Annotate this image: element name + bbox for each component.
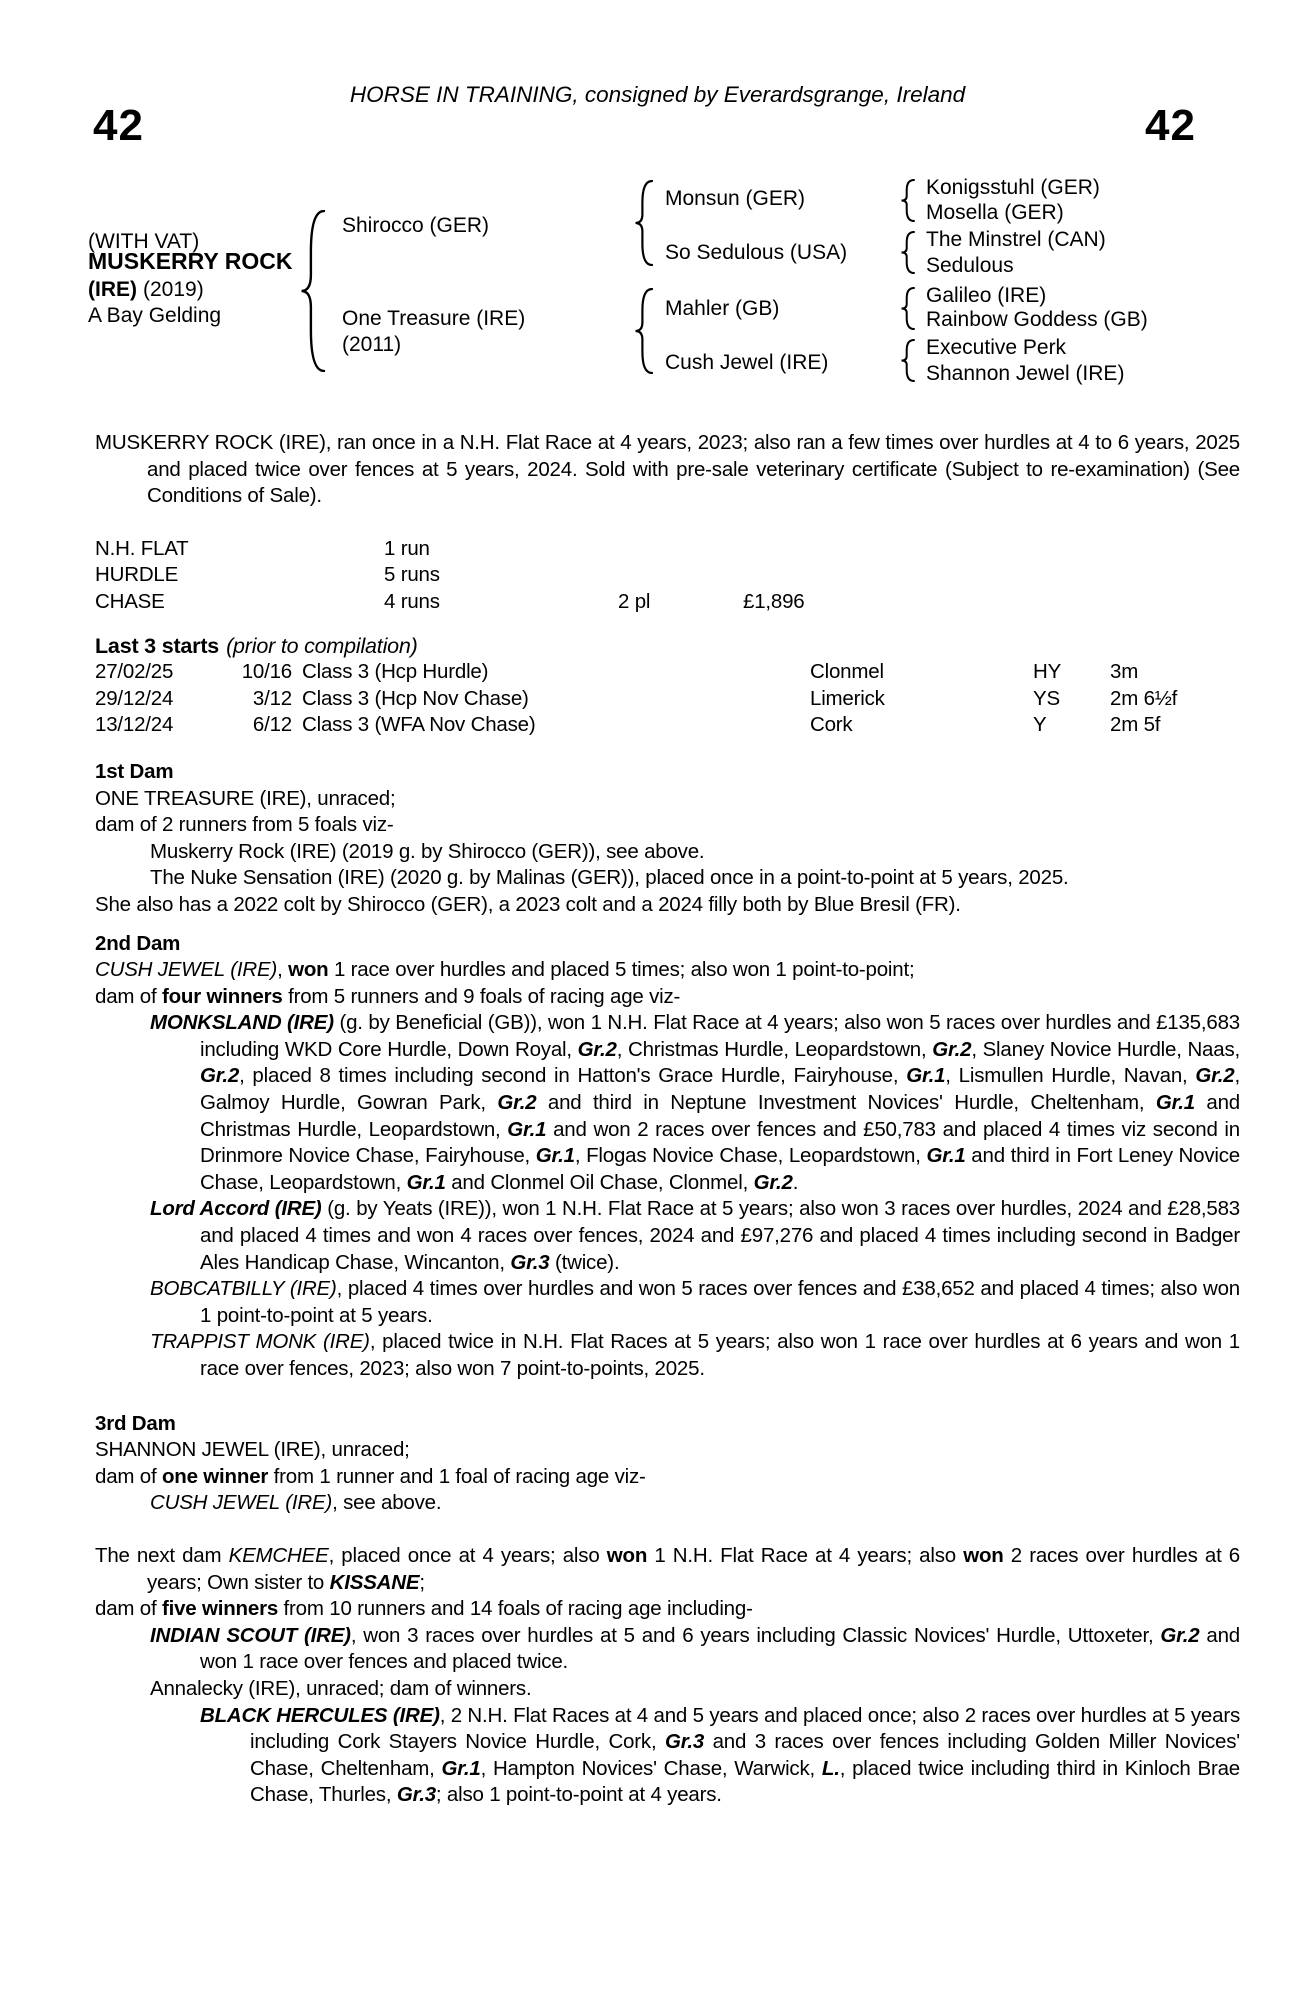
text-segment: BOBCATBILLY (IRE) [150, 1277, 337, 1301]
text-segment: and Clonmel Oil Chase, Clonmel, [445, 1170, 754, 1194]
text-segment: dam of 2 runners from 5 foals viz- [95, 813, 394, 837]
start-venue: Limerick [810, 686, 885, 710]
start-race: Class 3 (Hcp Hurdle) [302, 660, 489, 684]
text-segment: 1 N.H. Flat Race at 4 years; also [647, 1543, 964, 1567]
text-segment: , placed twice in N.H. Flat Races at 5 years; also won 1 race over hurdles at 6 years and won 1 race over fences, 2023; also won 7 point-to-points, 2025. [200, 1330, 1241, 1380]
pedigree-dam-year: (2011) [342, 333, 402, 356]
start-position: 3/12 [252, 686, 292, 710]
text-segment: The Nuke Sensation (IRE) (2020 g. by Malinas (GER)), placed once in a point-to-point at 5 years, 2025. [150, 866, 1069, 890]
text-segment: Gr.2 [753, 1170, 793, 1194]
record-category: N.H. FLAT [95, 536, 189, 560]
text-segment: Gr.2 [932, 1037, 972, 1061]
text-segment: from 5 runners and 9 foals of racing age viz- [282, 984, 681, 1008]
text-segment: won [606, 1543, 648, 1567]
text-segment: Gr.1 [441, 1756, 481, 1780]
text-segment: Annalecky (IRE), unraced; dam of winners. [150, 1676, 532, 1700]
text-segment: ; [419, 1570, 425, 1594]
text-segment: ONE TREASURE (IRE), unraced; [95, 786, 396, 810]
section-paragraph [95, 1464, 1240, 1491]
record-row [95, 562, 1240, 589]
brace-icon [634, 288, 654, 374]
last-start-row [95, 712, 1240, 739]
text-segment: Lord Accord (IRE) [150, 1197, 322, 1221]
record-row [95, 536, 1240, 563]
text-segment: Gr.2 [1195, 1064, 1235, 1088]
start-position: 10/16 [241, 660, 292, 684]
text-segment: The next dam [95, 1543, 229, 1567]
pedigree-sire-dam: So Sedulous (USA) [665, 241, 848, 264]
section-paragraph [95, 839, 1240, 866]
start-distance: 2m 5f [1110, 713, 1161, 737]
page-content [95, 430, 1240, 1809]
pedigree-subject-year-line [88, 277, 204, 302]
start-going: YS [1033, 686, 1060, 710]
text-segment: dam of [95, 1464, 162, 1488]
brace-icon [900, 179, 916, 222]
text-segment: CUSH JEWEL (IRE) [150, 1491, 333, 1515]
section-paragraph [95, 1596, 1240, 1623]
record-earnings: £1,896 [743, 589, 805, 613]
section-paragraph [95, 812, 1240, 839]
text-segment: BLACK HERCULES (IRE) [200, 1703, 440, 1727]
brace-icon [900, 287, 916, 330]
text-segment: (twice). [549, 1250, 620, 1274]
text-segment: from 1 runner and 1 foal of racing age viz- [268, 1464, 646, 1488]
pedigree-section-dam2 [95, 931, 1240, 1383]
record-runs: 1 run [384, 536, 430, 560]
text-segment: , placed once at 4 years; also [328, 1543, 607, 1567]
main-paragraph [95, 430, 1240, 510]
text-segment: Gr.1 [906, 1064, 946, 1088]
section-paragraph [95, 1490, 1240, 1517]
race-record-table [95, 536, 1240, 616]
pedigree-subject-name: MUSKERRY ROCK [88, 248, 293, 274]
text-segment: , see above. [332, 1491, 442, 1515]
pedigree-section-dam1 [95, 759, 1240, 919]
start-position: 6/12 [252, 713, 292, 737]
pedigree-sire-sire: Monsun (GER) [665, 187, 806, 210]
text-segment: MUSKERRY ROCK (IRE), ran once in a N.H. Flat Race at 4 years, 2023; also ran a few times over hurdles at 4 to 6 years, 2025 and placed twice over fences at 5 years, 2024. Sold with pre-sale veterinary certificate (Subject to re-examination) (See Conditions of Sale). [95, 431, 1240, 508]
text-segment: , Lismullen Hurdle, Navan, [945, 1064, 1196, 1088]
record-runs: 5 runs [384, 563, 440, 587]
text-segment: , placed 4 times over hurdles and won 5 races over fences and £38,652 and placed 4 times; also won 1 point-to-point at 5 years. [200, 1277, 1240, 1327]
text-segment: , won 3 races over hurdles at 5 and 6 years including Classic Novices' Hurdle, Uttoxeter, [350, 1623, 1161, 1647]
text-segment: and Christmas Hurdle, Leopardstown, [200, 1091, 1240, 1141]
last-starts-heading-line [95, 633, 1240, 660]
record-runs: 4 runs [384, 589, 440, 613]
text-segment: , 2 N.H. Flat Races at 4 and 5 years and placed once; also 2 races over hurdles at 5 years including Cork Stayers Novice Hurdle, Cork, [250, 1703, 1240, 1754]
text-segment: dam of [95, 1597, 162, 1621]
start-distance: 2m 6½f [1110, 686, 1178, 710]
record-placings [618, 562, 743, 589]
text-segment: CUSH JEWEL (IRE) [95, 958, 278, 982]
text-segment: , Slaney Novice Hurdle, Naas, [971, 1037, 1240, 1061]
section-paragraph [95, 1623, 1240, 1676]
text-segment: , placed 8 times including second in Hatton's Grace Hurdle, Fairyhouse, [239, 1064, 907, 1088]
pedigree-subject-description: A Bay Gelding [88, 304, 222, 327]
last-starts-subheading: (prior to compilation) [226, 633, 418, 658]
text-segment: and third in Fort Leney Novice Chase, Leopardstown, [200, 1144, 1240, 1194]
pedigree-great-grandparent: Konigsstuhl (GER) [926, 176, 1100, 199]
record-placings [618, 536, 743, 563]
text-segment: , [277, 958, 289, 982]
section-paragraph [95, 1010, 1240, 1196]
pedigree-great-grandparent: Sedulous [926, 254, 1014, 277]
section-paragraph [95, 1676, 1240, 1703]
pedigree-dam-dam: Cush Jewel (IRE) [665, 351, 829, 374]
dam-sections [95, 759, 1240, 1809]
start-date: 27/02/25 [95, 660, 174, 684]
section-paragraph [95, 984, 1240, 1011]
text-segment: KISSANE [329, 1570, 420, 1594]
start-distance: 3m [1110, 660, 1139, 684]
pedigree-great-grandparent: The Minstrel (CAN) [926, 228, 1106, 251]
text-segment: Gr.2 [577, 1037, 617, 1061]
text-segment: Muskerry Rock (IRE) (2019 g. by Shirocco (GER)), see above. [150, 839, 705, 863]
text-segment: MONKSLAND (IRE) [150, 1011, 334, 1035]
text-segment: Gr.2 [497, 1091, 537, 1115]
lot-number-left: 42 [93, 101, 144, 150]
record-earnings [743, 536, 1240, 563]
section-heading: 2nd Dam [95, 931, 181, 955]
record-category: HURDLE [95, 563, 179, 587]
text-segment: , placed twice including third in Kinloch Brae Chase, Thurles, [250, 1756, 1240, 1807]
section-paragraph [95, 957, 1240, 984]
text-segment: from 10 runners and 14 foals of racing age including- [278, 1597, 753, 1621]
text-segment: won [288, 958, 329, 982]
section-heading: 3rd Dam [95, 1411, 176, 1435]
text-segment: Gr.1 [507, 1117, 547, 1141]
text-segment: won [963, 1543, 1004, 1567]
text-segment: KEMCHEE [228, 1543, 329, 1567]
text-segment: ; also 1 point-to-point at 4 years. [435, 1783, 722, 1807]
text-segment: (g. by Beneficial (GB)), won 1 N.H. Flat Race at 4 years; also won 5 races over hurdles and £135,683 including WKD Core Hurdle, Down Royal, [200, 1011, 1240, 1061]
text-segment: INDIAN SCOUT (IRE) [150, 1623, 351, 1647]
last-starts-block [95, 633, 1240, 739]
record-placings: 2 pl [618, 589, 651, 613]
description-block [95, 430, 1240, 510]
pedigree-section-nextdam [95, 1543, 1240, 1809]
text-segment: Gr.1 [406, 1170, 446, 1194]
section-paragraph [95, 1196, 1240, 1276]
start-venue: Cork [810, 713, 853, 737]
pedigree-vat-note: (WITH VAT) [88, 230, 200, 253]
text-segment: Gr.2 [1160, 1623, 1200, 1647]
start-going: HY [1033, 660, 1062, 684]
text-segment: and third in Neptune Investment Novices' Hurdle, Cheltenham, [536, 1091, 1156, 1115]
record-category: CHASE [95, 589, 165, 613]
text-segment: , Christmas Hurdle, Leopardstown, [616, 1037, 933, 1061]
pedigree-subject-suffix: (IRE) [88, 278, 137, 301]
text-segment: four winners [161, 984, 283, 1008]
text-segment: , Flogas Novice Chase, Leopardstown, [574, 1144, 927, 1168]
section-paragraph [95, 1543, 1240, 1596]
pedigree-subject-year: (2019) [143, 278, 204, 301]
text-segment: 1 race over hurdles and placed 5 times; also won 1 point-to-point; [328, 958, 915, 982]
pedigree-dam: One Treasure (IRE) [342, 307, 526, 330]
section-heading: 1st Dam [95, 759, 174, 783]
pedigree-great-grandparent: Shannon Jewel (IRE) [926, 362, 1125, 385]
text-segment: and won 1 race over fences and placed twice. [200, 1623, 1240, 1674]
text-segment: five winners [161, 1597, 279, 1621]
text-segment: TRAPPIST MONK (IRE) [150, 1330, 370, 1354]
section-paragraph [95, 1276, 1240, 1329]
last-starts-table [95, 659, 1240, 739]
section-paragraph [95, 865, 1240, 892]
pedigree-tree [0, 0, 1315, 400]
pedigree-sire: Shirocco (GER) [342, 214, 490, 237]
text-segment: and 3 races over fences including Golden Miller Novices' Chase, Cheltenham, [250, 1730, 1240, 1780]
text-segment: L. [821, 1756, 840, 1780]
text-segment: Gr.1 [535, 1144, 575, 1168]
text-segment: one winner [161, 1464, 269, 1488]
last-start-row [95, 659, 1240, 686]
brace-icon [300, 210, 326, 372]
brace-icon [900, 231, 916, 274]
text-segment: , Hampton Novices' Chase, Warwick, [480, 1756, 822, 1780]
pedigree-dam-sire: Mahler (GB) [665, 297, 780, 320]
pedigree-great-grandparent: Galileo (IRE) [926, 284, 1047, 307]
page-title: HORSE IN TRAINING, consigned by Everardsgrange, Ireland [349, 82, 966, 107]
brace-icon [900, 339, 916, 382]
pedigree-great-grandparent: Rainbow Goddess (GB) [926, 308, 1148, 331]
section-paragraph [95, 1329, 1240, 1382]
lot-number-right: 42 [1145, 101, 1196, 150]
pedigree-great-grandparent: Mosella (GER) [926, 201, 1064, 224]
start-venue: Clonmel [810, 660, 884, 684]
section-paragraph [95, 892, 1240, 919]
pedigree-section-dam3 [95, 1411, 1240, 1517]
start-race: Class 3 (Hcp Nov Chase) [302, 686, 529, 710]
text-segment: , Galmoy Hurdle, Gowran Park, [200, 1064, 1240, 1115]
text-segment: 2 races over hurdles at 6 years; Own sister to [147, 1543, 1240, 1594]
text-segment: dam of [95, 984, 162, 1008]
text-segment: . [792, 1170, 799, 1194]
start-date: 13/12/24 [95, 713, 174, 737]
start-race: Class 3 (WFA Nov Chase) [302, 713, 536, 737]
text-segment: Gr.3 [664, 1730, 705, 1754]
last-starts-heading: Last 3 starts [95, 633, 220, 658]
text-segment: and won 2 races over fences and £50,783 and placed 4 times viz second in Drinmore Novice Chase, Fairyhouse, [200, 1117, 1240, 1168]
text-segment: Gr.3 [396, 1783, 436, 1807]
section-paragraph [95, 1437, 1240, 1464]
text-segment: Gr.1 [926, 1144, 966, 1168]
record-earnings [743, 562, 1240, 589]
text-segment: Gr.1 [1155, 1091, 1195, 1115]
last-start-row [95, 686, 1240, 713]
start-date: 29/12/24 [95, 686, 174, 710]
start-going: Y [1033, 713, 1047, 737]
section-paragraph [95, 786, 1240, 813]
text-segment: Gr.2 [200, 1064, 240, 1088]
text-segment: (g. by Yeats (IRE)), won 1 N.H. Flat Race at 5 years; also won 3 races over hurdles, 2024 and £28,583 and placed 4 times and won 4 races over fences, 2024 and £97,276 and placed 4 times including second in Badger Ales Handicap Chase, Wincanton, [200, 1197, 1241, 1274]
text-segment: Gr.3 [510, 1250, 550, 1274]
section-paragraph [95, 1703, 1240, 1809]
text-segment: She also has a 2022 colt by Shirocco (GER), a 2023 colt and a 2024 filly both by Blue Bresil (FR). [95, 892, 961, 916]
record-row [95, 589, 1240, 616]
text-segment: SHANNON JEWEL (IRE), unraced; [95, 1438, 410, 1462]
pedigree-great-grandparent: Executive Perk [926, 336, 1067, 359]
brace-icon [634, 180, 654, 266]
